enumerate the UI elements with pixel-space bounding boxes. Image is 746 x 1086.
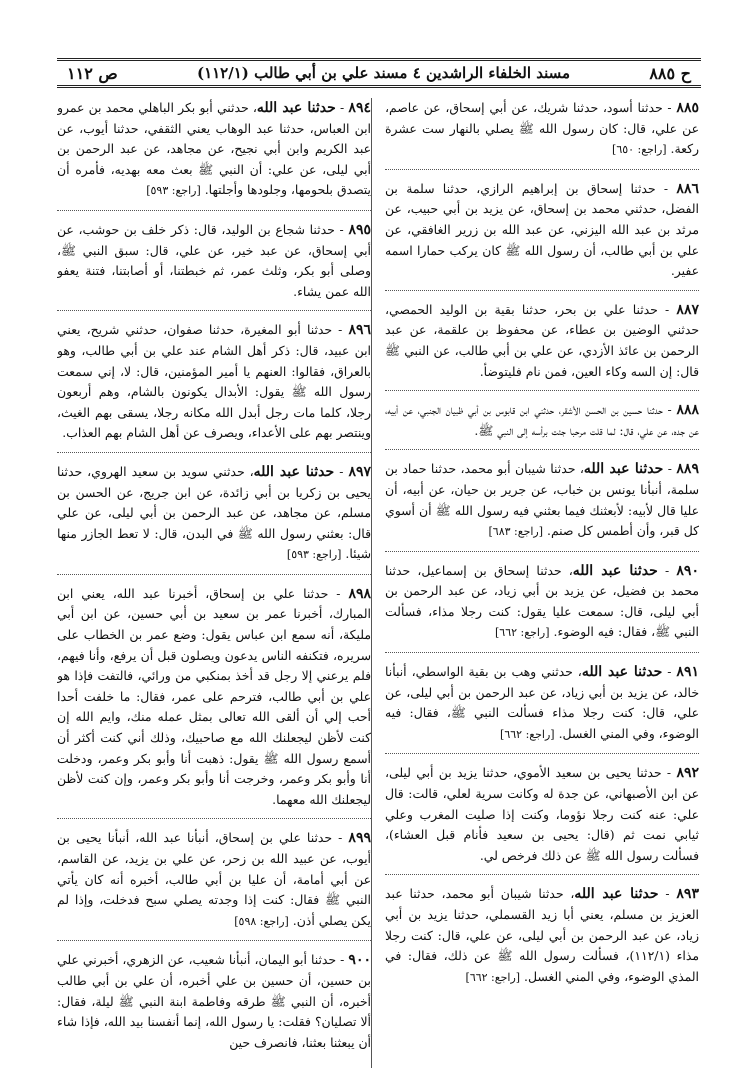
hadith-entry: ٨٨٩ - حدثنا عبد الله، حدثنا شيبان أبو محمد، حدثنا حماد بن سلمة، أنبأنا يونس بن خباب، عن جرير بن حيان، عن أبيه، أن عليا قال لأبيه: لأبعثنك فيما بعثني فيه رسول الله ﷺ أن أسوي كل قبر، وأن أطمس كل صنم. [راجع: ٦٨٣] <box>385 459 699 551</box>
hadith-lead: حدثنا عبد الله <box>581 664 663 681</box>
hadith-text: حدثنا أسود، حدثنا شريك، عن أبي إسحاق، عن عاصم، عن علي، قال: كان رسول الله ﷺ يصلي بالنهار ست عشرة ركعة. <box>385 100 699 157</box>
hadith-text: حدثنا علي بن إسحاق، أخبرنا عبد الله، يعني ابن المبارك، أخبرنا عمر بن سعيد بن أبي حسين، عن ابن أبي مليكة، أنه سمع ابن عباس يقول: وضع عمر بن الخطاب على سريره، فتكنفه الناس يدعون ويصلون قبل أن يرفع، وأنا فيهم، فلم يرعني إلا رجل قد أخذ بمنكبي من ورائي، فالتفت فإذا هو علي بن أبي طالب، فترحم على عمر، فقال: ما خلفت أحدا أحب إلي أن ألقى الله تعالى بمثل عمله منك، وايم الله إن كنت لأظن ليجعلنك الله مع صاحبيك، وذلك أني كنت أكثر أن أسمع رسول الله ﷺ يقول: ذهبت أنا وأبو بكر وعمر، ودخلت أنا وأبو بكر وعمر، وخرجت أنا وأبو بكر وعمر، وإن كنت لأظن ليجعلنك الله معهما. <box>57 585 371 807</box>
hadith-number: ٨٩٩ <box>348 830 371 847</box>
hadith-entry: ٨٩٣ - حدثنا عبد الله، حدثنا شيبان أبو محمد، حدثنا عبد العزيز بن مسلم، يعني أبا زيد القسملي، حدثنا يزيد بن أبي زياد، عن عبد الرحمن بن أبي ليلى، عن علي، قال: كنت رجلا مذاء (١١٢/١)، فسألت رسول الله ﷺ عن ذلك، فقال: في المذي الوضوء، وفي المني الغسل. [راجع: ٦٦٢] <box>385 886 699 984</box>
hadith-number: ٨٨٩ <box>676 461 699 478</box>
hadith-text: ، حدثنا شيبان أبو محمد، حدثنا عبد العزيز بن مسلم، يعني أبا زيد القسملي، حدثنا يزيد بن أبي زياد، عن عبد الرحمن بن أبي ليلى، عن علي، قال: كنت رجلا مذاء (١١٢/١)، فسألت رسول الله ﷺ عن ذلك، فقال: في المذي الوضوء، وفي المني الغسل. <box>385 886 699 984</box>
hadith-entry: ٨٨٥ - حدثنا أسود، حدثنا شريك، عن أبي إسحاق، عن عاصم، عن علي، قال: كان رسول الله ﷺ يصلي بالنهار ست عشرة ركعة. [راجع: ٦٥٠] <box>385 98 699 170</box>
hadith-entry: ٨٨٧ - حدثنا علي بن بحر، حدثنا بقية بن الوليد الحمصي، حدثني الوضين بن عطاء، عن محفوظ بن علقمة، عن عبد الرحمن بن عائذ الأزدي، عن علي بن أبي طالب، عن النبي ﷺ قال: إن السه وكاء العين، فمن نام فليتوضأ. <box>385 300 699 391</box>
cross-reference: [راجع: ٥٩٣] <box>146 184 201 198</box>
hadith-entry: ٨٩٥ - حدثنا شجاع بن الوليد، قال: ذكر خلف بن حوشب، عن أبي إسحاق، عن عبد خير، عن علي، قال: سبق النبي ﷺ، وصلى أبو بكر، وثلث عمر، ثم خبطتنا، أو أصابتنا، فتنة يعفو الله عمن يشاء. <box>57 220 371 311</box>
hadith-entry: ٩٠٠ - حدثنا أبو اليمان، أنبأنا شعيب، عن الزهري، أخبرني علي بن حسين، أن حسين بن علي أخبره، أن علي بن أبي طالب أخبره، أن النبي ﷺ طرقه وفاطمة ابنة النبي ﷺ ليلة، فقال: ألا تصليان؟ فقلت: يا رسول الله، إنما أنفسنا بيد الله، فإذا شاء أن يبعثنا بعثنا، فانصرف حين <box>57 952 371 1050</box>
hadith-text: حدثنا حسين بن الحسن الأشقر، حدثني ابن قابوس بن أبي ظبيان الجنبي، عن أبيه، عن جده، عن علي، قال: لما قلت مرحبا جئت برأسه إلى النبي ﷺ. <box>385 402 699 438</box>
hadith-entry: ٨٩٨ - حدثنا علي بن إسحاق، أخبرنا عبد الله، يعني ابن المبارك، أخبرنا عمر بن سعيد بن أبي حسين، عن ابن أبي مليكة، أنه سمع ابن عباس يقول: وضع عمر بن الخطاب على سريره، فتكنفه الناس يدعون ويصلون قبل أن يرفع، وأنا فيهم، فلم يرعني إلا رجل قد أخذ بمنكبي من ورائي، فالتفت فإذا هو علي بن أبي طالب، فترحم على عمر، فقال: ما خلفت أحدا أحب إلي أن ألقى الله تعالى بمثل عمله منك، وايم الله إن كنت لأظن ليجعلنك الله مع صاحبيك، وذلك أني كنت أكثر أن أسمع رسول الله ﷺ يقول: ذهبت أنا وأبو بكر وعمر، ودخلت أنا وأبو بكر وعمر، وخرجت أنا وأبو بكر وعمر، وإن كنت لأظن ليجعلنك الله معهما. <box>57 584 371 820</box>
hadith-number: ٩٠٠ <box>348 952 371 969</box>
hadith-number: ٨٩٢ <box>676 765 699 782</box>
hadith-number: ٨٩٤ <box>348 100 371 116</box>
left-column <box>57 98 371 1068</box>
hadith-lead: حدثنا عبد الله <box>256 100 336 116</box>
page-header <box>57 58 701 88</box>
right-column <box>385 98 699 1068</box>
cross-reference: [راجع: ٦٨٣] <box>488 525 544 539</box>
hadith-number: ٨٩٠ <box>676 562 699 579</box>
hadith-lead: حدثنا عبد الله <box>574 886 659 903</box>
hadith-entry: ٨٩٢ - حدثنا يحيى بن سعيد الأموي، حدثنا يزيد بن أبي ليلى، عن ابن الأصبهاني، عن جدة له وكانت سرية لعلي، قالت: قال علي: عنه كنت رجلا نؤوما، وكنت إذا صليت المغرب وعلي ثيابي نمت ثم (قال: يحيى بن سعيد فأنام قبل العشاء)، فسألت رسول الله ﷺ عن ذلك فرخص لي. <box>385 763 699 875</box>
hadith-entry: ٨٨٨ - حدثنا حسين بن الحسن الأشقر، حدثني ابن قابوس بن أبي ظبيان الجنبي، عن أبيه، عن جده، عن علي، قال: لما قلت مرحبا جئت برأسه إلى النبي ﷺ. <box>385 400 699 450</box>
hadith-number: ٨٨٦ <box>676 180 699 197</box>
running-title: مسند الخلفاء الراشدين ٤ مسند علي بن أبي طالب (١١٢/١) <box>196 64 571 82</box>
cross-reference: [راجع: ٦٦٢] <box>465 970 521 984</box>
hadith-number: ٨٩٦ <box>348 322 371 339</box>
hadith-entry: ٨٩٩ - حدثنا علي بن إسحاق، أنبأنا عبد الله، أنبأنا يحيى بن أيوب، عن عبيد الله بن زحر، عن علي بن يزيد، عن القاسم، عن أبي أمامة، أن عليا بن أبي طالب، أخبره أنه كان يأتي النبي ﷺ فقال: كنت إذا وجدته يصلي سبح فدخلت، وإذا لم يكن يصلي أذن. [راجع: ٥٩٨] <box>57 828 371 941</box>
cross-reference: [راجع: ٦٥٠] <box>612 143 667 157</box>
hadith-text: ، حدثنا إسحاق بن إسماعيل، حدثنا محمد بن فضيل، عن يزيد بن أبي زياد، عن عبد الرحمن بن أبي ليلى، قال: سمعت عليا يقول: كنت رجلا مذاء، فسألت النبي ﷺ، فقال: فيه الوضوء. <box>385 562 699 640</box>
hadith-entry: ٨٩٦ - حدثنا أبو المغيرة، حدثنا صفوان، حدثني شريح، يعني ابن عبيد، قال: ذكر أهل الشام عند علي بن أبي طالب، وهو بالعراق، فقالوا: العنهم يا أمير المؤمنين، قال: لا، إني سمعت رسول الله ﷺ يقول: الأبدال يكونون بالشام، وهم أربعون رجلا، كلما مات رجل أبدل الله مكانه رجلا، يسقى بهم الغيث، وينتصر بهم على الأعداء، ويصرف عن أهل الشام بهم العذاب. <box>57 320 371 453</box>
hadith-entry: ٨٩٠ - حدثنا عبد الله، حدثنا إسحاق بن إسماعيل، حدثنا محمد بن فضيل، عن يزيد بن أبي زياد، عن عبد الرحمن بن أبي ليلى، قال: سمعت عليا يقول: كنت رجلا مذاء، فسألت النبي ﷺ، فقال: فيه الوضوء. [راجع: ٦٦٢] <box>385 561 699 653</box>
cross-reference: [راجع: ٥٩٣] <box>286 548 342 562</box>
hadith-number: ٨٩٨ <box>348 585 371 602</box>
hadith-text: حدثنا شجاع بن الوليد، قال: ذكر خلف بن حوشب، عن أبي إسحاق، عن عبد خير، عن علي، قال: سبق النبي ﷺ، وصلى أبو بكر، وثلث عمر، ثم خبطتنا، أو أصابتنا، فتنة يعفو الله عمن يشاء. <box>57 221 371 299</box>
hadith-number: ٨٨٥ <box>676 100 699 116</box>
hadith-number: ٨٨٨ <box>676 402 699 419</box>
hadith-text: حدثنا إسحاق بن إبراهيم الرازي، حدثنا سلمة بن الفضل، حدثني محمد بن إسحاق، عن يزيد بن أبي حبيب، عن مرثد بن عبد الله اليزني، عن عبد الله بن زرير الغافقي، عن علي بن أبي طالب، أن رسول الله ﷺ كان يركب حمارا اسمه عفير. <box>385 180 699 279</box>
hadith-text: ، حدثني وهب بن بقية الواسطي، أنبأنا خالد، عن يزيد بن أبي زياد، عن عبد الرحمن بن أبي ليلى، عن علي، قال: كنت رجلا مذاء فسألت النبي ﷺ، فقال: فيه الوضوء، وفي المني الغسل. <box>385 664 699 741</box>
hadith-text: حدثنا أبو المغيرة، حدثنا صفوان، حدثني شريح، يعني ابن عبيد، قال: ذكر أهل الشام عند علي بن أبي طالب، وهو بالعراق، فقالوا: العنهم يا أمير المؤمنين، قال: لا، إني سمعت رسول الله ﷺ يقول: الأبدال يكونون بالشام، وهم أربعون رجلا، كلما مات رجل أبدل الله مكانه رجلا، يسقى بهم الغيث، وينتصر بهم على الأعداء، ويصرف عن أهل الشام بهم العذاب. <box>57 322 371 441</box>
hadith-text: حدثنا يحيى بن سعيد الأموي، حدثنا يزيد بن أبي ليلى، عن ابن الأصبهاني، عن جدة له وكانت سرية لعلي، قالت: قال علي: عنه كنت رجلا نؤوما، وكنت إذا صليت المغرب وعلي ثيابي نمت ثم (قال: يحيى بن سعيد فأنام قبل العشاء)، فسألت رسول الله ﷺ عن ذلك فرخص لي. <box>385 765 699 863</box>
cross-reference: [راجع: ٦٦٢] <box>494 626 550 640</box>
hadith-entry: ٨٨٦ - حدثنا إسحاق بن إبراهيم الرازي، حدثنا سلمة بن الفضل، حدثني محمد بن إسحاق، عن يزيد بن أبي حبيب، عن مرثد بن عبد الله اليزني، عن عبد الله بن زرير الغافقي، عن علي بن أبي طالب، أن رسول الله ﷺ كان يركب حمارا اسمه عفير. <box>385 179 699 291</box>
hadith-text: ، حدثنا شيبان أبو محمد، حدثنا حماد بن سلمة، أنبأنا يونس بن خباب، عن جرير بن حيان، عن أبيه، أن عليا قال لأبيه: لأبعثنك فيما بعثني فيه رسول الله ﷺ أن أسوي كل قبر، وأن أطمس كل صنم. <box>385 461 699 539</box>
hadith-text: ، حدثني سويد بن سعيد الهروي، حدثنا يحيى بن زكريا بن أبي زائدة، عن ابن جريج، عن الحسن بن مسلم، عن مجاهد، عن عبد الرحمن بن أبي ليلى، عن علي قال: بعثني رسول الله ﷺ في البدن، قال: لا تعط الجازر منها شيئا. <box>57 463 371 562</box>
hadith-entry: ٨٩١ - حدثنا عبد الله، حدثني وهب بن بقية الواسطي، أنبأنا خالد، عن يزيد بن أبي زياد، عن عبد الرحمن بن أبي ليلى، عن علي، قال: كنت رجلا مذاء فسألت النبي ﷺ، فقال: فيه الوضوء، وفي المني الغسل. [راجع: ٦٦٢] <box>385 662 699 754</box>
hadith-number: ٨٩٥ <box>348 221 371 238</box>
hadith-number: ٨٩٧ <box>348 463 371 480</box>
cross-reference: [راجع: ٦٦٢] <box>500 727 555 741</box>
hadith-text: حدثنا علي بن بحر، حدثنا بقية بن الوليد الحمصي، حدثني الوضين بن عطاء، عن محفوظ بن علقمة، عن عبد الرحمن بن عائذ الأزدي، عن علي بن أبي طالب، عن النبي ﷺ قال: إن السه وكاء العين، فمن نام فليتوضأ. <box>385 301 699 379</box>
hadith-text: حدثنا أبو اليمان، أنبأنا شعيب، عن الزهري، أخبرني علي بن حسين، أن حسين بن علي أخبره، أن علي بن أبي طالب أخبره، أن النبي ﷺ طرقه وفاطمة ابنة النبي ﷺ ليلة، فقال: ألا تصليان؟ فقلت: يا رسول الله، إنما أنفسنا بيد الله، فإذا شاء أن يبعثنا بعثنا، فانصرف حين <box>57 952 371 1050</box>
hadith-number: ٨٩١ <box>676 664 699 681</box>
hadith-number: ٨٨٧ <box>676 301 699 318</box>
hadith-entry: ٨٩٧ - حدثنا عبد الله، حدثني سويد بن سعيد الهروي، حدثنا يحيى بن زكريا بن أبي زائدة، عن ابن جريج، عن الحسن بن مسلم، عن مجاهد، عن عبد الرحمن بن أبي ليلى، عن علي قال: بعثني رسول الله ﷺ في البدن، قال: لا تعط الجازر منها شيئا. [راجع: ٥٩٣] <box>57 462 371 575</box>
hadith-lead: حدثنا عبد الله <box>253 463 335 480</box>
edition-page-ref: ص ١١٢ <box>67 63 118 83</box>
hadith-text: حدثنا علي بن إسحاق، أنبأنا عبد الله، أنبأنا يحيى بن أيوب، عن عبيد الله بن زحر، عن علي بن يزيد، عن القاسم، عن أبي أمامة، أن عليا بن أبي طالب، أخبره أنه كان يأتي النبي ﷺ فقال: كنت إذا وجدته يصلي سبح فدخلت، وإذا لم يكن يصلي أذن. <box>57 830 371 928</box>
column-divider <box>371 98 372 1068</box>
hadith-lead: حدثنا عبد الله <box>572 562 658 579</box>
hadith-entry: ٨٩٤ - حدثنا عبد الله، حدثني أبو بكر الباهلي محمد بن عمرو ابن العباس، حدثنا عبد الوهاب يعني الثقفي، حدثنا أيوب، عن عبد الكريم وابن أبي نجيح، عن مجاهد، عن عبد الرحمن بن أبي ليلى، عن علي: أن النبي ﷺ بعث معه بهديه، فأمره أن يتصدق بلحومها، وجلودها وأجلتها. [راجع: ٥٩٣] <box>57 98 371 211</box>
hadith-text: ، حدثني أبو بكر الباهلي محمد بن عمرو ابن العباس، حدثنا عبد الوهاب يعني الثقفي، حدثنا أيوب، عن عبد الكريم وابن أبي نجيح، عن مجاهد، عن عبد الرحمن بن أبي ليلى، عن علي: أن النبي ﷺ بعث معه بهديه، فأمره أن يتصدق بلحومها، وجلودها وأجلتها. <box>57 100 371 198</box>
hadith-range-number: ح ٨٨٥ <box>649 63 691 83</box>
cross-reference: [راجع: ٥٩٨] <box>234 914 289 928</box>
hadith-lead: حدثنا عبد الله <box>583 461 664 478</box>
hadith-number: ٨٩٣ <box>676 886 699 903</box>
